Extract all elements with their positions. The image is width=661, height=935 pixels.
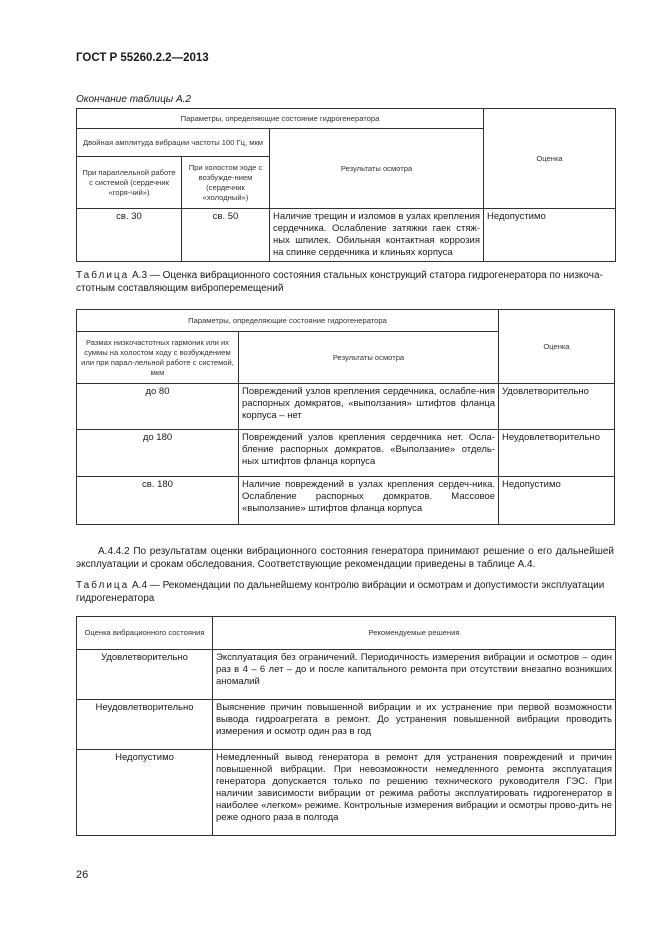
table-a3-results-header: Результаты осмотра (239, 332, 499, 384)
table-a4 (76, 616, 616, 836)
document-code: ГОСТ Р 55260.2.2—2013 (76, 52, 209, 64)
paragraph-a4-4-2: А.4.4.2 По результатам оценки вибрационного состояния генератора принимают решение о его дальнейшей эксплуатации и срокам обследования. Соответствующие рекомендации приведены в таблице А.4. (76, 546, 614, 570)
table-a4-caption-text: А.4 — Рекомендации по дальнейшему контролю вибрации и осмотрам и допустимости эксплуатации гидрогенератора (76, 580, 605, 604)
table-a3-row-results: Повреждений узлов крепления сердечника, ослабле-ния распорных домкратов, «выползания» штифтов фланца корпуса – нет (239, 384, 499, 430)
table-a3-row-value: св. 180 (77, 477, 239, 525)
table-a2-cell-rating: Недопустимо (484, 209, 616, 262)
table-a2-cell-parallel: св. 30 (77, 209, 182, 262)
table-a3-row-results: Наличие повреждений в узлах крепления сердеч-ника. Ослабление распорных домкратов. Массовое «выползание» штифтов фланца корпуса (239, 477, 499, 525)
table-a2-amplitude-header: Двойная амплитуда вибрации частоты 100 Гц, мкм (77, 129, 270, 157)
table-a3 (76, 309, 615, 525)
table-a2-cell-results: Наличие трещин и изломов в узлах крепления сердечника. Ослабление затяжки гаек стяж-ных шпилек. Обильная контактная коррозия на спинке сердечника и клиньях корпуса (270, 209, 484, 262)
table-a3-caption-label: Таблица (76, 270, 130, 281)
table-a3-row-value: до 80 (77, 384, 239, 430)
table-a2-group-header: Параметры, определяющие состояние гидрогенератора (77, 109, 484, 129)
table-a2-results-header: Результаты осмотра (270, 129, 484, 209)
table-a2-cell-idle: св. 50 (182, 209, 270, 262)
table-a3-harmonics-header: Размах низкочастотных гармоник или их суммы на холостом ходу с возбуждением или при парал-лельной работе с системой, мкм (77, 332, 239, 384)
table-a3-caption (76, 269, 616, 295)
table-a4-row-state: Удовлетворительно (77, 650, 213, 700)
table-a4-row-decision: Выяснение причин повышенной вибрации и их устранение при первой возможности вывода гидроагрегата в ремонт. До устранения повышенной вибрации проводить измерения и осмотр один раз в год (213, 700, 616, 750)
table-a2-parallel-header: При параллельной работе с системой (сердечник «горя-чий») (77, 157, 182, 209)
page-number: 26 (76, 869, 89, 881)
table-a2 (76, 108, 616, 262)
table-a4-row-decision: Немедленный вывод генератора в ремонт для устранения повреждений и причин повышенной вибрации. При невозможности немедленного ремонта эксплуатация генератора допускается только по решению технического руководителя ГЭС. При наличии зависимости вибрации от режима работы эксплуатировать гидрогенератор в наиболее «легком» режиме. Контрольные измерения вибрации и осмотры прово-дить не реже одного раза в полгода (213, 750, 616, 836)
table-a3-rating-header: Оценка (499, 310, 615, 384)
table-a3-caption-text: А.3 — Оценка вибрационного состояния стальных конструкций статора гидрогенератора по низкоча-стотным составляющим виброперемещений (76, 270, 603, 294)
table-a4-row-state: Неудовлетворительно (77, 700, 213, 750)
table-a4-row-state: Недопустимо (77, 750, 213, 836)
table-a4-state-header: Оценка вибрационного состояния (77, 617, 213, 650)
table-a4-caption-label: Таблица (76, 580, 130, 591)
table-a3-row-rating: Недопустимо (499, 477, 615, 525)
table-a2-rating-header: Оценка (484, 109, 616, 209)
table-a2-idle-header: При холостом ходе с возбужде-нием (сердечник «холодный») (182, 157, 270, 209)
table-a2-caption: Окончание таблицы А.2 (76, 94, 191, 105)
table-a3-row-value: до 180 (77, 430, 239, 477)
table-a4-decisions-header: Рекомендуемые решения (213, 617, 616, 650)
table-a3-row-results: Повреждений узлов крепления сердечника нет. Осла-бление распорных домкратов. «Выползание» отдель-ных штифтов фланца корпуса (239, 430, 499, 477)
table-a4-caption (76, 579, 616, 605)
table-a3-row-rating: Неудовлетворительно (499, 430, 615, 477)
table-a3-group-header: Параметры, определяющие состояние гидрогенератора (77, 310, 499, 332)
table-a3-row-rating: Удовлетворительно (499, 384, 615, 430)
table-a4-row-decision: Эксплуатация без ограничений. Периодичность измерения вибрации и осмотров – один раз в 4 – 6 лет – до и после капитального ремонта при отсутствии внезапно возникших аномалий (213, 650, 616, 700)
